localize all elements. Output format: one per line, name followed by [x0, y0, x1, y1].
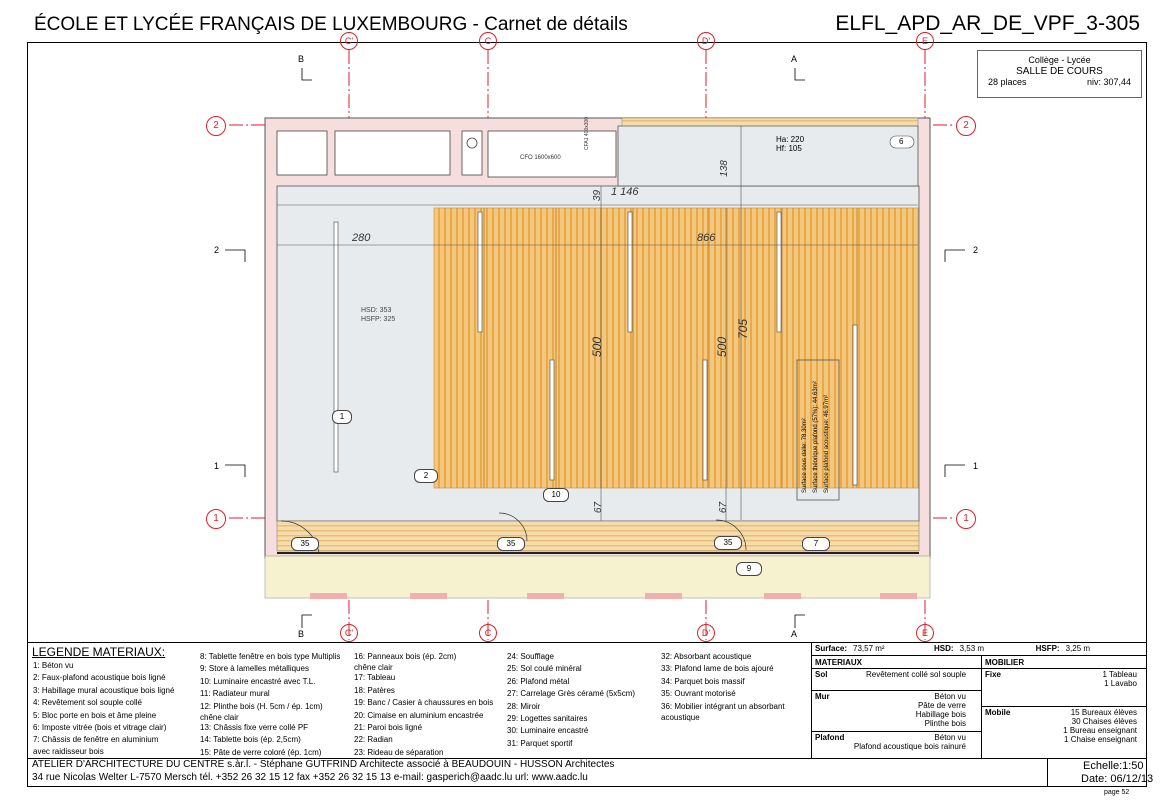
- sol-label: Sol: [815, 670, 828, 679]
- legend-divider: [27, 642, 1147, 643]
- summary-head-line: [811, 668, 1147, 669]
- legend-col-3: 16: Panneaux bois (ép. 2cm) chêne clair 17: Tableau 18: Patères 19: Banc / Casier à chaussures en bois 20: Cimaise en aluminium encastrée 21: Paroi bois ligné 22: Radian 23: Rideau de séparation: [354, 652, 494, 757]
- axis-marker-e-bottom: E: [916, 624, 934, 642]
- axis-bottom-b: B: [298, 629, 305, 639]
- dim-500-a: 500: [590, 336, 605, 358]
- axis-left-1: 1: [214, 461, 220, 471]
- axis-right-1: 1: [973, 461, 979, 471]
- dim-705: 705: [736, 318, 751, 340]
- cfo-label: CFO 1600x600: [520, 155, 561, 161]
- room-name: SALLE DE COURS: [1016, 66, 1103, 77]
- footer-date: Date: 06/12/13: [1081, 773, 1154, 785]
- tag-6: 6: [899, 137, 904, 146]
- surface-label: Surface:: [815, 644, 848, 653]
- dim-866: 866: [697, 232, 716, 244]
- mur-line: [811, 731, 981, 732]
- axis-marker-e: E: [916, 32, 934, 50]
- tag-1: 1: [332, 410, 352, 424]
- axis-marker-2-right: 2: [956, 116, 976, 136]
- dim-500-b: 500: [715, 336, 730, 358]
- legend-col-4: 24: Soufflage 25: Sol coulé minéral 26: Plafond métal 27: Carrelage Grès céramé (5x5cm) 28: Miroir 29: Logettes sanitaires 30: Luminaire encastré 31: Parquet sportif: [507, 652, 636, 748]
- hsfp-table-value: 3,25 m: [1065, 644, 1091, 653]
- tag-7: 7: [802, 537, 830, 551]
- cfa-label: CFA1 400x300: [584, 116, 590, 150]
- sheet-title: ÉCOLE ET LYCÉE FRANÇAIS DE LUXEMBOURG - Carnet de détails: [34, 14, 628, 35]
- materiaux-head: MATERIAUX: [815, 658, 862, 667]
- page-number: page 52: [1104, 789, 1130, 796]
- fixe-values: 1 Tableau 1 Lavabo: [1102, 670, 1137, 688]
- legend-title: LEGENDE MATERIAUX:: [32, 645, 166, 659]
- summary-row-line: [811, 655, 1147, 656]
- axis-marker-d-prime: D': [697, 32, 715, 50]
- tag-35-c: 35: [714, 536, 742, 550]
- mobile-values: 15 Bureaux élèves 30 Chaises élèves 1 Bureau enseignant 1 Chaise enseignant: [1063, 708, 1137, 744]
- footer-office: ATELIER D'ARCHITECTURE DU CENTRE s.àr.l. - Stéphane GUTFRIND Architecte associé à BEAUDOUIN - HUSSON Architectes: [32, 759, 615, 770]
- axis-marker-c-prime-bottom: C': [340, 624, 358, 642]
- mobilier-head: MOBILIER: [985, 658, 1025, 667]
- tag-10: 10: [543, 488, 569, 502]
- tag-35-a: 35: [291, 537, 319, 551]
- mobile-label: Mobile: [985, 708, 1011, 717]
- scale-divider: [1047, 758, 1048, 787]
- axis-marker-2-left: 2: [206, 116, 226, 136]
- axis-marker-c: C: [479, 32, 497, 50]
- hf-label: Hf: 105: [776, 144, 802, 153]
- dim-1146: 1 146: [611, 186, 639, 198]
- axis-left-2: 2: [214, 245, 220, 255]
- room-level: niv: 307,44: [1086, 77, 1131, 87]
- tag-9: 9: [736, 562, 762, 576]
- footer-scale: Echelle:1:50: [1083, 760, 1144, 772]
- legend-col-2: 8: Tablette fenêtre en bois type Multiplis 9: Store à lamelles métalliques 10: Luminaire encastré avec T.L. 11: Radiateur mural 12: Plinthe bois (H. 5cm / ép. 1cm) chêne clair 13: Châssis fixe verre collé PF 14: Tablette bois (ép. 2,5cm) 15: Pâte de verre coloré (ép. 1cm): [200, 652, 341, 757]
- dim-280: 280: [352, 232, 371, 244]
- dim-39: 39: [592, 189, 604, 202]
- axis-marker-1-right: 1: [956, 509, 976, 529]
- axis-bottom-a: A: [791, 629, 798, 639]
- sol-line: [811, 690, 981, 691]
- mur-label: Mur: [815, 692, 830, 701]
- dim-67-a: 67: [593, 501, 605, 514]
- axis-marker-1-left: 1: [206, 509, 226, 529]
- plafond-values: Béton vu Plafond acoustique bois rainuré: [853, 733, 966, 751]
- surface-note: Surface sous dalle: 78.30m² Surface théorique plafond (57%): 44.63m² Surface plafond acoustique: 46.97m²: [802, 381, 830, 493]
- room-places: 28 places: [988, 77, 1027, 87]
- hsfp-label: HSFP: 325: [361, 316, 396, 323]
- plafond-label: Plafond: [815, 733, 845, 742]
- mur-values: Béton vu Pâte de verre Habillage bois Plinthe bois: [915, 692, 966, 728]
- axis-right-2: 2: [973, 245, 979, 255]
- axis-marker-c-prime: C': [340, 32, 358, 50]
- legend-col-1: 1: Béton vu 2: Faux-plafond acoustique bois ligné 3: Habillage mural acoustique bois ligné 4: Revêtement sol souple collé 5: Bloc porte en bois et âme pleine 6: Imposte vitrée (bois et vitrage clair) 7: Châssis de fenêtre en aluminium avec raidisseur bois: [33, 661, 175, 756]
- hsd-label: HSD: 353: [361, 307, 392, 314]
- axis-marker-c-bottom: C: [479, 624, 497, 642]
- axis-marker-d-prime-bottom: D': [697, 624, 715, 642]
- tag-35-b: 35: [497, 537, 525, 551]
- footer-contact: 34 rue Nicolas Welter L-7570 Mersch tél. +352 26 32 15 12 fax +352 26 32 15 13 e-mail: gasperich@aadc.lu url: www.aadc.lu: [32, 772, 588, 783]
- fixe-line: [981, 706, 1147, 707]
- hsfp-table-label: HSFP:: [1035, 644, 1060, 653]
- dim-67-b: 67: [718, 501, 730, 514]
- sheet-code: ELFL_APD_AR_DE_VPF_3-305: [835, 12, 1140, 35]
- hsd-table-value: 3,53 m: [959, 644, 985, 653]
- surface-value: 73,57 m²: [853, 644, 885, 653]
- axis-top-b: B: [298, 54, 305, 64]
- ha-label: Ha: 220: [776, 135, 805, 144]
- sol-value: Revêtement collé sol souple: [866, 670, 967, 679]
- room-category: Collège - Lycée: [1028, 55, 1091, 65]
- dim-138: 138: [718, 160, 730, 177]
- legend-col-5: 32: Absorbant acoustique 33: Plafond lame de bois ajouré 34: Parquet bois massif 35: Ouvrant motorisé 36: Mobilier intégrant un absorbant acoustique: [661, 652, 785, 723]
- fixe-label: Fixe: [985, 670, 1002, 679]
- tag-2: 2: [414, 469, 438, 483]
- axis-top-a: A: [791, 54, 798, 64]
- hsd-table-label: HSD:: [934, 644, 954, 653]
- summary-divider: [811, 642, 812, 758]
